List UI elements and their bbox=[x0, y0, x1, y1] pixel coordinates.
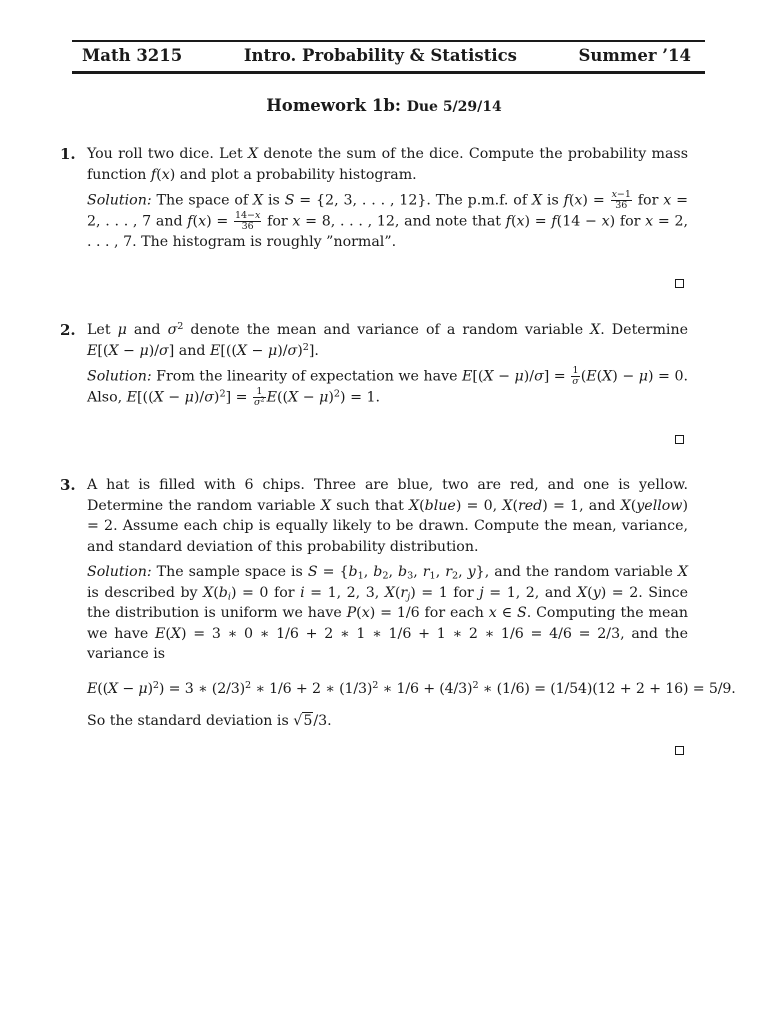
solution-label: Solution: bbox=[87, 192, 152, 209]
header-bottom-rule bbox=[72, 71, 705, 74]
problem-3 bbox=[60, 475, 736, 732]
solution-label: Solution: bbox=[87, 564, 152, 580]
problem-question: A hat is filled with 6 chips. Three are blue, two are red, and one is yellow. Determine the random variable X such that X(blue) = 0, X(red) = 1, and X(yellow) = 2. Assume each chip is equally likely to be drawn. Compute the mean, variance, and standard deviation of this probability distribution. bbox=[87, 477, 688, 555]
problem-solution: Solution: From the linearity of expectation we have E[(X − μ)/σ] = $\frac{1}{\sigma}$ (E(X) − μ) = 0. Also, $E[((X - \mu)/\sigma)^2]$ = $\frac{1}{\sigma^2}$ $E((X - \mu)^2) = 1$. bbox=[87, 365, 688, 408]
standard-deviation-conclusion: So the standard deviation is √5/3. bbox=[87, 711, 688, 732]
homework-title bbox=[0, 96, 768, 118]
problem-number: 3. bbox=[60, 476, 76, 494]
due-date: Due 5/29/14 bbox=[406, 99, 502, 115]
problem-number: 1. bbox=[60, 145, 76, 163]
problem-solution: Solution: The sample space is $S = \{b_1$, $b_2$, $b_3$, $r_1$, $r_2$, y}, and the random variable X is described by $X(b_i) = 0$ for i = 1, 2, 3, $X(r_j) = 1$ for j = 1, 2, and X(y) = 2. Since the distribution is uniform we have P(x) = 1/6 for each x ∈ S. Computing the mean we have E(X) = 3 ∗ 0 ∗ 1/6 + 2 ∗ 1 ∗ 1/6 + 1 ∗ 2 ∗ 1/6 = 4/6 = 2/3, and the variance is bbox=[87, 564, 688, 662]
problem-body bbox=[87, 144, 688, 253]
solution-label: Solution: bbox=[87, 368, 152, 385]
course-title: Intro. Probability & Statistics bbox=[243, 46, 517, 66]
problem-number: 2. bbox=[60, 321, 76, 339]
problem-body bbox=[87, 320, 688, 408]
problem-body bbox=[87, 475, 736, 732]
problem-2 bbox=[60, 320, 688, 408]
course-number: Math 3215 bbox=[82, 46, 183, 66]
qed-square-icon bbox=[675, 746, 684, 755]
square-root: √5 bbox=[293, 713, 313, 729]
header-row bbox=[72, 42, 705, 71]
problem-1 bbox=[60, 144, 688, 253]
problem-question: Let μ and $\sigma^2$ denote the mean and variance of a random variable X. Determine E[(X − μ)/σ] and $E[((X - \mu)/\sigma)^2]$. bbox=[87, 320, 688, 359]
problem-solution: Solution: The space of X is S = {2, 3, . . . , 12}. The p.m.f. of X is f(x) = $\frac{x-1}{36}$ for x = 2, . . . , 7 and f(x) = $\frac{14-x}{36}$ for x = 8, . . . , 12, and note that f(x) = f(14 − x) for x = 2, . . . , 7. The histogram is roughly ”normal”. bbox=[87, 189, 688, 250]
course-header bbox=[72, 40, 705, 74]
term: Summer ’14 bbox=[578, 46, 691, 66]
variance-equation: $E((X - \mu)^2) = 3$ ∗ $(2/3)^2$ ∗ 1/6 + 2 ∗ $(1/3)^2$ ∗ $1/6 + (4/3)^2$ ∗ (1/6) = (1/54)(12 + 2 + 16) = 5/9. bbox=[87, 679, 736, 697]
problem-question: You roll two dice. Let X denote the sum of the dice. Compute the probability mass function f(x) and plot a probability histogram. bbox=[87, 146, 688, 183]
homework-label: Homework 1b: bbox=[266, 96, 401, 115]
qed-square-icon bbox=[675, 279, 684, 288]
qed-square-icon bbox=[675, 435, 684, 444]
